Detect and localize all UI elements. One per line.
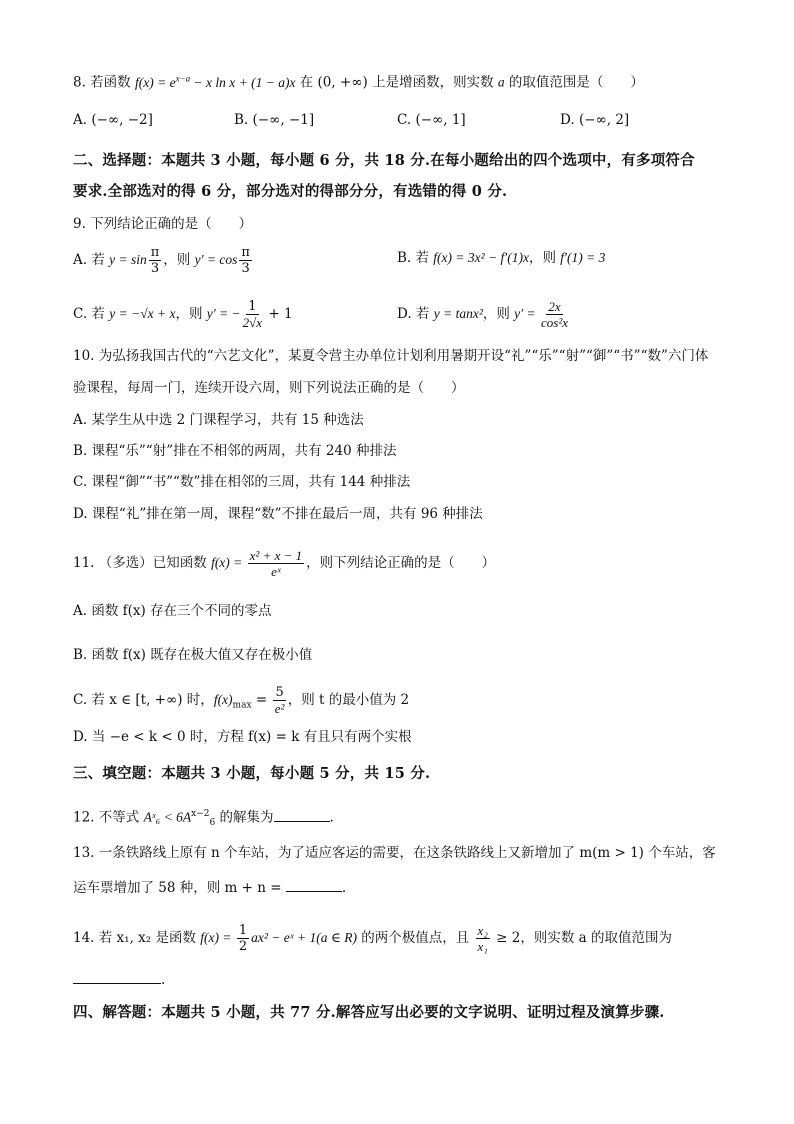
- q9-c-frac: [243, 300, 262, 329]
- q8-func-rest: − x ln x + (1 − a)x: [190, 74, 296, 90]
- q11-tail: ，则下列结论正确的是（ ）: [306, 555, 496, 571]
- q9-d-pre: D. 若: [397, 306, 434, 322]
- q13-answer-blank[interactable]: [286, 879, 342, 892]
- q8-option-d-label: D.: [560, 112, 575, 128]
- q9-c-pre: C. 若: [73, 306, 110, 322]
- q9-stem: 9. 下列结论正确的是（ ）: [73, 216, 253, 232]
- q11-num: x² + x − 1: [249, 548, 303, 563]
- q8-option-b-text: (−∞, −1]: [252, 112, 315, 128]
- q9-d-y: y′ =: [514, 306, 539, 321]
- q12-sub: 6: [209, 818, 216, 829]
- q11-c-sub: max: [232, 700, 252, 711]
- q14-end: .: [161, 972, 166, 988]
- q12-sup: x−2: [191, 809, 210, 819]
- q8-option-a: [73, 110, 153, 130]
- q9-d-mid: ，则: [482, 306, 515, 322]
- q14-answer-line: [73, 970, 165, 990]
- q9-c-y: y′ = −: [206, 306, 241, 321]
- q9-a-den2: 3: [241, 261, 250, 276]
- q9-c-den: 2√x: [242, 315, 263, 330]
- q11-c-eq: =: [251, 692, 272, 708]
- q9-a-pre: A. 若: [73, 252, 110, 268]
- q13-stem-line2: [73, 878, 346, 898]
- q9-d-frac: [541, 300, 568, 329]
- q9-b-mid: ，则: [528, 250, 561, 266]
- q12-pre: 12. 不等式: [73, 809, 144, 826]
- q8-option-c: [397, 110, 466, 130]
- q9-c-tail: + 1: [264, 306, 293, 322]
- q9-b-pre: B. 若: [397, 250, 434, 266]
- q11-c-num: 5: [275, 685, 284, 700]
- q10-option-c: C. 课程“御”“书”“数”排在相邻的三周，共有 144 种排法: [73, 474, 411, 490]
- q10-stem-line1: 10. 为弘扬我国古代的“六艺文化”，某夏令营主办单位计划利用暑期开设“礼”“乐”“射”“御”“书”“数”六门体: [73, 348, 709, 364]
- q11-den: eˣ: [271, 564, 281, 579]
- q9-c-mid: ，则: [175, 306, 207, 322]
- q12-stem: [73, 804, 334, 833]
- q9-a-den: 3: [150, 261, 160, 276]
- q11-pre: 11. （多选）已知函数: [73, 555, 212, 571]
- q8-option-d-text: (−∞, 2]: [578, 112, 630, 128]
- q11-c-den: e²: [274, 701, 285, 716]
- q14-ratio-num: x₂: [477, 923, 488, 938]
- q9-b-result: f′(1) = 3: [560, 250, 606, 265]
- section-2-heading-line2: 要求.全部选对的得 6 分，部分选对的得部分分，有选错的得 0 分.: [73, 183, 508, 200]
- q9-d-num: 2x: [548, 299, 561, 314]
- section-4-heading: 四、解答题：本题共 5 小题，共 77 分.解答应写出必要的文字说明、证明过程及演算步骤.: [73, 1004, 665, 1021]
- q8-option-c-label: C.: [397, 112, 412, 128]
- q8-mid: 在 (0, +∞) 上是增函数，则实数: [295, 74, 498, 91]
- q13-end: .: [341, 880, 347, 896]
- section-2-heading-line1: 二、选择题：本题共 3 小题，每小题 6 分，共 18 分.在每小题给出的四个选项中，有多项符合: [73, 152, 695, 169]
- q13-stem-line1: 13. 一条铁路线上原有 n 个车站，为了适应客运的需要，在这条铁路线上又新增加了 m(m > 1) 个车站，客: [73, 845, 716, 861]
- q14-stem: [73, 924, 672, 953]
- q11-option-b: B. 函数 f(x) 既存在极大值又存在极小值: [73, 647, 313, 663]
- q11-option-d: D. 当 −e < k < 0 时，方程 f(x) = k 有且只有两个实根: [73, 729, 412, 745]
- q11-c-f: f(x): [213, 692, 233, 707]
- q11-option-c: [73, 686, 409, 716]
- q8-option-b-label: B.: [234, 112, 249, 128]
- q9-c-expr: y = −√x + x: [109, 306, 176, 321]
- q8-option-c-text: (−∞, 1]: [415, 112, 466, 128]
- q9-c-num: 1: [248, 299, 257, 314]
- q12-answer-blank[interactable]: [274, 809, 330, 822]
- q10-option-d: D. 课程“礼”排在第一周，课程“数”不排在最后一周，共有 96 种排法: [73, 506, 483, 522]
- q11-c-frac: [273, 686, 285, 715]
- q9-b-expr: f(x) = 3x² − f′(1)x: [433, 250, 529, 265]
- q14-half-num: 1: [238, 923, 248, 938]
- q8-function: [135, 75, 295, 90]
- q10-option-b: B. 课程“乐”“射”排在不相邻的两周，共有 240 种排法: [73, 443, 397, 459]
- q10-option-a: A. 某学生从中选 2 门课程学习，共有 15 种选法: [73, 412, 364, 428]
- q11-f: f(x) =: [211, 555, 246, 570]
- q11-option-a: A. 函数 f(x) 存在三个不同的零点: [73, 603, 272, 619]
- q14-half: [237, 924, 249, 953]
- q13-line2-pre: 运车票增加了 58 种，则 m + n =: [73, 880, 286, 896]
- q10-stem-line2: 验课程，每周一门，连续开设六周，则下列说法正确的是（ ）: [73, 380, 465, 396]
- q9-option-b: [397, 248, 605, 268]
- q9-a-y2: y′ = cos: [194, 252, 238, 267]
- q11-frac: [248, 549, 304, 578]
- q12-end: .: [329, 809, 334, 826]
- q14-f: f(x) =: [200, 930, 235, 945]
- q8-option-b: [234, 110, 314, 130]
- q9-d-expr: y = tanx²: [433, 306, 483, 321]
- q14-ratio-den: x₁: [477, 939, 488, 954]
- q14-answer-blank[interactable]: [73, 971, 161, 984]
- q8-option-d: [560, 110, 629, 130]
- q9-option-c: [73, 300, 293, 329]
- q9-option-a: [73, 246, 254, 275]
- q14-rest: ax² − eˣ + 1(a ∈ R): [251, 930, 357, 945]
- q11-c-pre: C. 若 x ∈ [t, +∞) 时，: [73, 692, 214, 708]
- q9-d-den: cos²x: [540, 315, 568, 330]
- q9-a-frac2: [239, 246, 252, 275]
- q8-var: a: [497, 74, 505, 90]
- q9-a-num: π: [150, 245, 160, 260]
- q8-exponent: x−a: [175, 73, 191, 83]
- q9-a-mid: ，则: [163, 252, 195, 268]
- q9-a-num2: π: [241, 245, 250, 260]
- q8-number: 8.: [73, 74, 91, 91]
- q14-ratio: [476, 924, 490, 953]
- q8-option-a-label: A.: [73, 112, 88, 128]
- q8-pre: 若函数: [90, 74, 131, 91]
- question-8-stem: [73, 68, 644, 93]
- q14-pre: 14. 若 x₁, x₂ 是函数: [73, 930, 201, 946]
- q14-tail: ≥ 2，则实数 a 的取值范围为: [491, 930, 672, 946]
- q12-expr: Aˣ₆ < 6A: [143, 809, 192, 825]
- q9-a-frac: [149, 246, 162, 275]
- q11-c-tail: ，则 t 的最小值为 2: [287, 692, 410, 708]
- q14-half-den: 2: [238, 939, 248, 954]
- q9-a-y: y = sin: [109, 252, 147, 267]
- q8-func-text: f(x) = e: [134, 74, 176, 90]
- q14-mid: 的两个极值点，且: [356, 930, 474, 946]
- q11-stem: [73, 549, 495, 578]
- q12-tail: 的解集为: [215, 809, 274, 826]
- section-3-heading: 三、填空题：本题共 3 小题，每小题 5 分，共 15 分.: [73, 765, 431, 782]
- q8-option-a-text: (−∞, −2]: [91, 112, 153, 128]
- q9-option-d: [397, 300, 570, 329]
- q8-tail: 的取值范围是（ ）: [504, 74, 644, 91]
